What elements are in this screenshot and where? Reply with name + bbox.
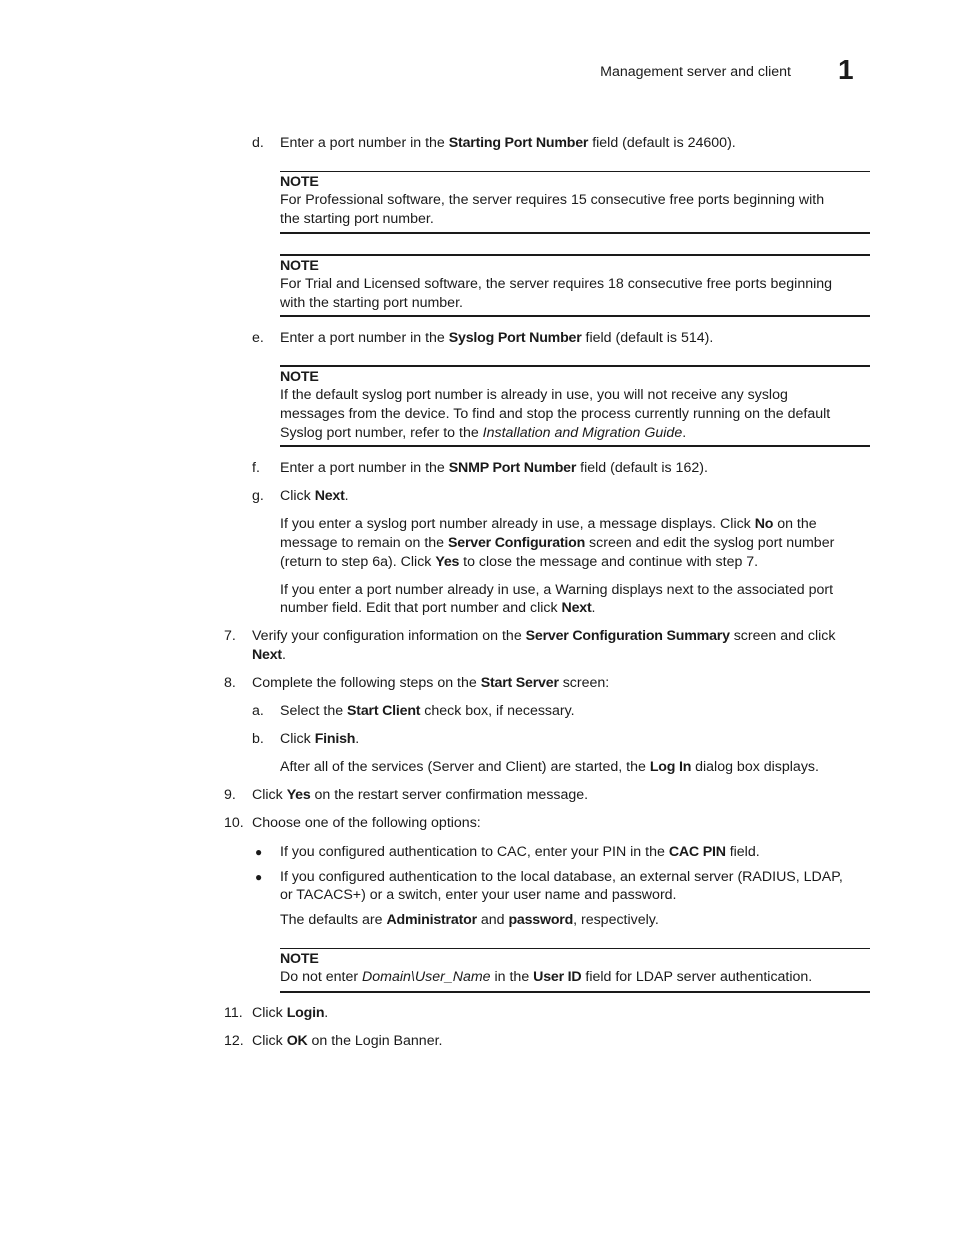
step-7-label: 7.	[224, 628, 236, 644]
step-10-text: Choose one of the following options:	[252, 815, 481, 831]
note-ldap-user-id	[280, 948, 870, 993]
step-g-label: g.	[252, 488, 264, 504]
step-g-para1-line3: (return to step 6a). Click Yes to close the message and continue with step 7.	[280, 554, 759, 570]
step-e-label: e.	[252, 330, 264, 346]
step-8b-label: b.	[252, 731, 264, 747]
step-d-text: Enter a port number in the Starting Port Number field (default is 24600).	[280, 135, 736, 151]
note-body-line: Syslog port number, refer to the Installation and Migration Guide.	[280, 425, 687, 441]
step-8b-text: Click Finish.	[280, 731, 360, 747]
bullet-local-db-line2: or TACACS+) or a switch, enter your user name and password.	[280, 887, 677, 903]
note-body-line: If the default syslog port number is already in use, you will not receive any syslog	[280, 387, 788, 403]
note-title: NOTE	[280, 951, 319, 967]
note-body-line: For Professional software, the server requires 15 consecutive free ports beginning with	[280, 192, 825, 208]
step-7-text-line2: Next.	[252, 647, 286, 663]
step-8a-label: a.	[252, 703, 264, 719]
note-body-line: For Trial and Licensed software, the server requires 18 consecutive free ports beginning	[280, 276, 833, 292]
note-title: NOTE	[280, 258, 319, 274]
note-body-line: with the starting port number.	[280, 295, 463, 311]
note-syslog-port	[280, 365, 870, 448]
step-g-para2-line2: number field. Edit that port number and click Next.	[280, 600, 596, 616]
step-7-text: Verify your configuration information on the Server Configuration Summary screen and click	[252, 628, 836, 644]
bullet-local-db-line1: If you configured authentication to the local database, an external server (RADIUS, LDAP,	[280, 869, 843, 885]
step-g-para1-line2: message to remain on the Server Configuration screen and edit the syslog port number	[280, 535, 835, 551]
chapter-number: 1	[838, 54, 854, 85]
guide-title: Installation and Migration Guide	[482, 425, 683, 441]
note-title: NOTE	[280, 369, 319, 385]
bullet-cac: If you configured authentication to CAC, enter your PIN in the CAC PIN field.	[280, 844, 760, 860]
note-trial-ports	[280, 254, 870, 318]
note-body-line: messages from the device. To find and stop the process currently running on the default	[280, 406, 831, 422]
step-f-label: f.	[252, 460, 260, 476]
bullet-dot-icon: ●	[255, 845, 263, 859]
step-8b-para: After all of the services (Server and Client) are started, the Log In dialog box displays.	[280, 759, 819, 775]
step-12-text: Click OK on the Login Banner.	[252, 1033, 443, 1049]
step-8-text: Complete the following steps on the Start Server screen:	[252, 675, 610, 691]
step-11-label: 11.	[224, 1005, 243, 1021]
running-header-title: Management server and client	[600, 64, 791, 80]
note-body-line: Do not enter Domain\User_Name in the User ID field for LDAP server authentication.	[280, 969, 813, 985]
note-professional-ports	[280, 171, 870, 234]
step-d-label: d.	[252, 135, 264, 151]
defaults-para: The defaults are Administrator and password, respectively.	[280, 912, 659, 928]
step-g-text: Click Next.	[280, 488, 349, 504]
step-e-text: Enter a port number in the Syslog Port Number field (default is 514).	[280, 330, 714, 346]
step-8-label: 8.	[224, 675, 236, 691]
step-8a-text: Select the Start Client check box, if necessary.	[280, 703, 575, 719]
note-title: NOTE	[280, 174, 319, 190]
step-g-para2-line1: If you enter a port number already in use, a Warning displays next to the associated port	[280, 582, 834, 598]
step-9-text: Click Yes on the restart server confirmation message.	[252, 787, 589, 803]
step-11-text: Click Login.	[252, 1005, 329, 1021]
step-12-label: 12.	[224, 1033, 244, 1049]
bullet-dot-icon: ●	[255, 870, 263, 884]
note-body-line: the starting port number.	[280, 211, 434, 227]
step-f-text: Enter a port number in the SNMP Port Number field (default is 162).	[280, 460, 708, 476]
step-g-para1-line1: If you enter a syslog port number already in use, a message displays. Click No on the	[280, 516, 817, 532]
step-10-label: 10.	[224, 815, 244, 831]
step-9-label: 9.	[224, 787, 236, 803]
